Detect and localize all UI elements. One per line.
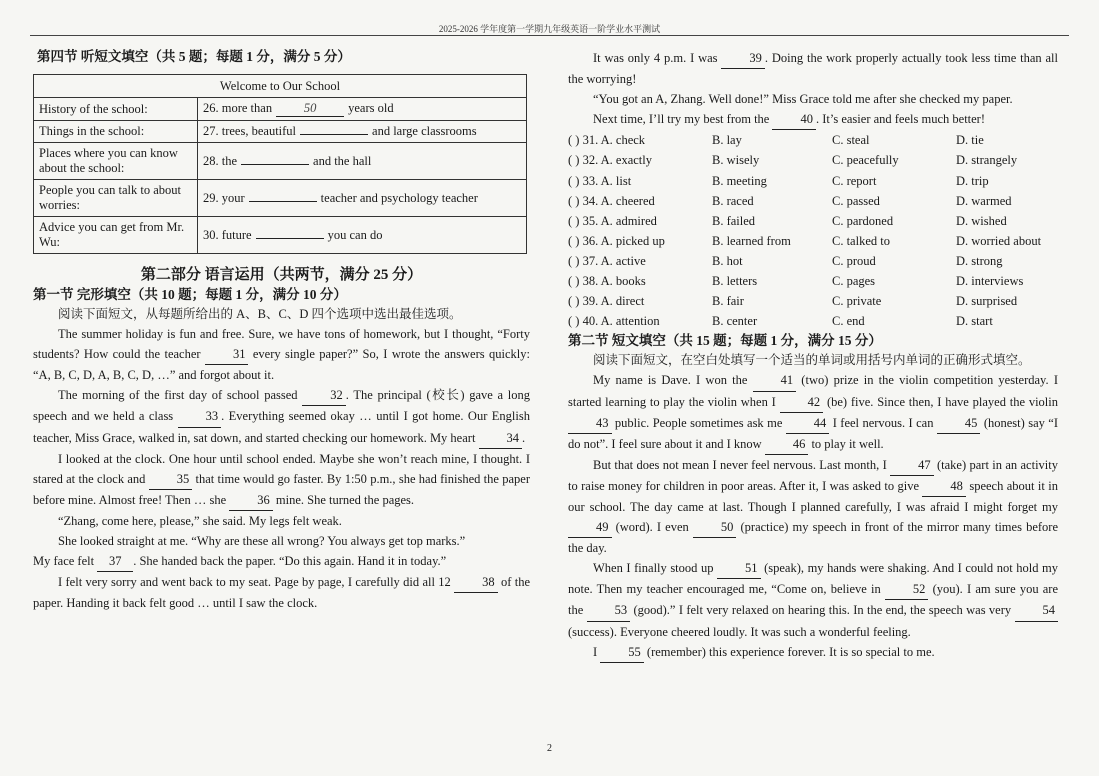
row-answer bbox=[198, 98, 527, 121]
row-suffix: years old bbox=[348, 101, 394, 115]
option-row bbox=[568, 211, 1058, 231]
option-c[interactable]: C. passed bbox=[832, 193, 880, 208]
text-segment: to play it well. bbox=[808, 436, 884, 451]
text-segment: (two) prize in the violin competition yesterday. I started learning to play the violin when I bbox=[568, 373, 1058, 409]
part2-title: 第二部分 语言运用（共两节，满分 25 分） bbox=[140, 267, 423, 283]
fill-paragraph bbox=[568, 370, 1058, 454]
text-segment: (success). Everyone cheered loudly. It was such a wonderful feeling. bbox=[568, 624, 911, 639]
blank-number[interactable]: 55 bbox=[600, 642, 644, 663]
right-column bbox=[568, 48, 1058, 663]
text-segment: When I finally stood up bbox=[593, 561, 718, 576]
option-b[interactable]: B. meeting bbox=[712, 173, 767, 188]
option-c[interactable]: C. private bbox=[832, 294, 882, 309]
text-segment: (practice) my speech in front of the mirror many times before the day. bbox=[568, 520, 1058, 556]
text-segment: . She handed back the paper. “Do this again. Hand it in today.” bbox=[133, 554, 447, 569]
option-row bbox=[568, 150, 1058, 170]
option-row bbox=[568, 271, 1058, 291]
answer-blank[interactable] bbox=[256, 238, 324, 239]
answer-blank[interactable] bbox=[249, 201, 317, 202]
option-d[interactable]: D. wished bbox=[956, 213, 1007, 228]
fill-paragraph bbox=[568, 455, 1058, 558]
table-row bbox=[34, 98, 527, 121]
row-answer bbox=[198, 121, 527, 143]
listening-table bbox=[33, 74, 527, 254]
table-row bbox=[34, 143, 527, 180]
option-row bbox=[568, 231, 1058, 251]
option-d[interactable]: D. strong bbox=[956, 253, 1003, 268]
text-segment: (word). I even bbox=[611, 520, 693, 535]
text-segment: The summer holiday is fun and free. Sure, we have tons of homework, but I thought, “Forty students? How could the teacher bbox=[33, 327, 530, 362]
option-d[interactable]: D. strangely bbox=[956, 153, 1018, 168]
page-header: 2025-2026 学年度第一学期九年级英语一阶学业水平测试 bbox=[438, 24, 661, 34]
question-option-a[interactable]: ( ) 38. A. books bbox=[568, 274, 646, 289]
row-prompt: 28. the bbox=[203, 153, 238, 168]
cloze-paragraph: “You got an A, Zhang. Well done!” Miss Grace told me after she checked my paper. bbox=[593, 92, 1013, 107]
blank-number[interactable]: 37 bbox=[97, 551, 133, 572]
blank-number[interactable]: 32 bbox=[302, 385, 346, 406]
question-option-a[interactable]: ( ) 35. A. admired bbox=[568, 213, 657, 228]
row-answer bbox=[198, 217, 527, 254]
text-segment: (you). I am sure you are the bbox=[568, 582, 1059, 618]
row-label: Advice you can get from Mr. Wu: bbox=[34, 217, 198, 254]
option-row bbox=[568, 251, 1058, 271]
question-option-a[interactable]: ( ) 37. A. active bbox=[568, 253, 646, 268]
blank-number[interactable]: 35 bbox=[149, 469, 193, 490]
cloze-paragraph bbox=[33, 449, 530, 511]
option-d[interactable]: D. worried about bbox=[956, 233, 1042, 248]
blank-number[interactable]: 49 bbox=[568, 517, 612, 538]
text-segment: (take) part in an activity to raise money for children in poor areas. After it, I was asked to give bbox=[568, 457, 1058, 493]
option-b[interactable]: B. raced bbox=[712, 193, 754, 208]
blank-number[interactable]: 47 bbox=[890, 455, 934, 476]
answer-blank[interactable] bbox=[241, 164, 309, 165]
row-answer bbox=[198, 180, 527, 217]
text-segment: . It’s easier and feels much better! bbox=[815, 112, 986, 127]
option-b[interactable]: B. center bbox=[712, 314, 758, 329]
blank-number[interactable]: 50 bbox=[693, 517, 737, 538]
option-c[interactable]: C. peacefully bbox=[832, 153, 899, 168]
blank-number[interactable]: 51 bbox=[717, 558, 761, 579]
page-number: 2 bbox=[547, 743, 552, 754]
blank-number[interactable]: 40 bbox=[772, 109, 816, 130]
text-segment: . The principal (校长) gave a long speech and we held a class bbox=[33, 388, 530, 424]
row-label: History of the school: bbox=[34, 98, 198, 121]
table-row bbox=[34, 180, 527, 217]
option-d[interactable]: D. trip bbox=[956, 173, 989, 188]
option-d[interactable]: D. warmed bbox=[956, 193, 1012, 208]
blank-number[interactable]: 45 bbox=[937, 413, 981, 434]
blank-number[interactable]: 48 bbox=[922, 476, 966, 497]
option-c[interactable]: C. report bbox=[832, 173, 877, 188]
fill-paragraph bbox=[568, 558, 1058, 641]
fill-title: 第二节 短文填空（共 15 题；每题 1 分，满分 15 分） bbox=[568, 333, 882, 349]
blank-number[interactable]: 36 bbox=[229, 490, 273, 511]
text-segment: (speak), my hands were shaking. And I could not hold my note. Then my teacher encouraged me, “Come on, believe in bbox=[568, 561, 1058, 597]
option-row bbox=[568, 191, 1058, 211]
header-divider bbox=[30, 35, 1069, 36]
option-c[interactable]: C. proud bbox=[832, 253, 876, 268]
option-d[interactable]: D. tie bbox=[956, 133, 984, 148]
blank-number[interactable]: 52 bbox=[885, 579, 929, 600]
blank-number[interactable]: 33 bbox=[178, 406, 222, 427]
question-option-a[interactable]: ( ) 34. A. cheered bbox=[568, 193, 655, 208]
blank-number[interactable]: 54 bbox=[1015, 600, 1059, 621]
text-segment: of the paper. Handing it back felt good … until I saw the clock. bbox=[33, 575, 531, 611]
option-d[interactable]: D. interviews bbox=[956, 274, 1024, 289]
blank-number[interactable]: 43 bbox=[568, 413, 612, 434]
row-label: People you can talk to about worries: bbox=[34, 180, 198, 217]
question-option-a[interactable]: ( ) 33. A. list bbox=[568, 173, 632, 188]
options-list bbox=[568, 130, 1058, 331]
option-b[interactable]: B. wisely bbox=[712, 153, 760, 168]
row-prompt: 30. future bbox=[203, 227, 252, 242]
row-suffix: and large classrooms bbox=[372, 124, 477, 138]
option-row bbox=[568, 171, 1058, 191]
blank-number[interactable]: 31 bbox=[205, 344, 249, 365]
text-segment: . Everything seemed okay … until I got home. Our English teacher, Miss Grace, walked in, sat down, and started checking our homework. My heart bbox=[33, 409, 530, 445]
text-segment: My face felt bbox=[33, 554, 98, 569]
cloze-paragraph bbox=[33, 572, 530, 613]
text-segment: mine. She turned the pages. bbox=[272, 492, 415, 507]
row-prompt: 26. more than bbox=[203, 101, 273, 115]
row-answer bbox=[198, 143, 527, 180]
option-row bbox=[568, 311, 1058, 331]
text-segment: It was only 4 p.m. I was bbox=[593, 51, 722, 65]
text-segment: public. People sometimes ask me bbox=[611, 415, 786, 430]
blank-number[interactable]: 42 bbox=[780, 392, 824, 413]
option-b[interactable]: B. letters bbox=[712, 274, 758, 289]
blank-number[interactable]: 39 bbox=[721, 48, 765, 69]
text-segment: But that does not mean I never feel nervous. Last month, I bbox=[593, 457, 891, 472]
cloze-paragraph bbox=[568, 48, 1058, 89]
option-c[interactable]: C. pages bbox=[832, 274, 876, 289]
option-d[interactable]: D. surprised bbox=[956, 294, 1018, 309]
option-c[interactable]: C. pardoned bbox=[832, 213, 894, 228]
table-row bbox=[34, 121, 527, 143]
row-label: Things in the school: bbox=[34, 121, 198, 143]
text-segment: I felt very sorry and went back to my seat. Page by page, I carefully did all 12 bbox=[58, 575, 455, 590]
text-segment: . bbox=[522, 430, 526, 445]
option-b[interactable]: B. failed bbox=[712, 213, 756, 228]
option-b[interactable]: B. lay bbox=[712, 133, 742, 148]
option-c[interactable]: C. talked to bbox=[832, 233, 890, 248]
text-segment: I bbox=[593, 644, 601, 659]
fill-paragraph bbox=[568, 642, 1058, 663]
text-segment: The morning of the first day of school passed bbox=[58, 388, 303, 403]
blank-number[interactable]: 41 bbox=[753, 370, 797, 391]
row-suffix: you can do bbox=[327, 227, 383, 242]
text-segment: (be) five. Since then, I have played the violin bbox=[823, 394, 1058, 409]
row-suffix: teacher and psychology teacher bbox=[320, 190, 478, 205]
cloze-paragraph bbox=[33, 385, 530, 448]
blank-number[interactable]: 38 bbox=[454, 572, 498, 593]
option-row bbox=[568, 291, 1058, 311]
row-label: Places where you can know about the school: bbox=[34, 143, 198, 180]
text-segment: (remember) this experience forever. It is so special to me. bbox=[643, 644, 935, 659]
cloze-paragraph: She looked straight at me. “Why are these all wrong? You always get top marks.” bbox=[58, 534, 466, 549]
blank-number[interactable]: 44 bbox=[786, 413, 830, 434]
option-row bbox=[568, 130, 1058, 150]
question-option-a[interactable]: ( ) 39. A. direct bbox=[568, 294, 645, 309]
question-option-a[interactable]: ( ) 31. A. check bbox=[568, 133, 646, 148]
text-segment: I feel nervous. I can bbox=[829, 415, 937, 430]
text-segment: Next time, I’ll try my best from the bbox=[593, 112, 773, 127]
option-c[interactable]: C. end bbox=[832, 314, 865, 329]
text-segment: My name is Dave. I won the bbox=[593, 373, 753, 388]
table-row bbox=[34, 217, 527, 254]
row-suffix: and the hall bbox=[313, 153, 372, 168]
cloze-title: 第一节 完形填空（共 10 题；每题 1 分，满分 10 分） bbox=[33, 287, 347, 302]
question-option-a[interactable]: ( ) 36. A. picked up bbox=[568, 233, 665, 248]
cloze-paragraph bbox=[568, 109, 1058, 130]
row-prompt: 27. trees, beautiful bbox=[203, 124, 297, 138]
question-option-a[interactable]: ( ) 32. A. exactly bbox=[568, 153, 653, 168]
text-segment: that time would go faster. By 1:50 p.m., she had finished the paper before mine. Almost free! Then … she bbox=[33, 471, 531, 507]
option-d[interactable]: D. start bbox=[956, 314, 993, 329]
cloze-instruction: 阅读下面短文，从每题所给出的 A、B、C、D 四个选项中选出最佳选项。 bbox=[58, 307, 462, 321]
cloze-paragraph: “Zhang, come here, please,” she said. My legs felt weak. bbox=[58, 513, 342, 528]
option-b[interactable]: B. hot bbox=[712, 253, 743, 268]
answer-blank[interactable]: 50 bbox=[276, 101, 344, 117]
text-segment: (honest) say “I do not”. I feel sure about it and I know bbox=[568, 415, 1058, 451]
answer-blank[interactable] bbox=[300, 134, 368, 135]
cloze-paragraph bbox=[33, 551, 530, 572]
row-prompt: 29. your bbox=[203, 190, 245, 205]
option-b[interactable]: B. fair bbox=[712, 294, 744, 309]
text-segment: every single paper?” So, I wrote the answers quickly: “A, B, C, D, A, B, C, D, …” and forgot about it. bbox=[33, 347, 530, 383]
text-segment: (good).” I felt very relaxed on hearing this. In the end, the speech was very bbox=[630, 603, 1015, 618]
blank-number[interactable]: 34 bbox=[479, 428, 523, 449]
text-segment: I looked at the clock. One hour until school ended. Maybe she won’t reach mine, I thought. I stared at the clock and bbox=[33, 451, 530, 486]
cloze-paragraph bbox=[33, 324, 530, 385]
question-option-a[interactable]: ( ) 40. A. attention bbox=[568, 314, 660, 329]
text-segment: speech about it in our school. The day came at last. Though I planned carefully, I was afraid I might forget my bbox=[568, 478, 1058, 514]
text-segment: . Doing the work properly actually took less time than all the worrying! bbox=[568, 51, 1059, 87]
option-c[interactable]: C. steal bbox=[832, 133, 870, 148]
section4-title: 第四节 听短文填空（共 5 题；每题 1 分，满分 5 分） bbox=[37, 49, 351, 64]
table-caption: Welcome to Our School bbox=[34, 75, 527, 98]
blank-number[interactable]: 46 bbox=[765, 434, 809, 455]
option-b[interactable]: B. learned from bbox=[712, 233, 791, 248]
left-column bbox=[33, 48, 530, 613]
blank-number[interactable]: 53 bbox=[587, 600, 631, 621]
fill-instruction: 阅读下面短文，在空白处填写一个适当的单词或用括号内单词的正确形式填空。 bbox=[593, 353, 1031, 368]
